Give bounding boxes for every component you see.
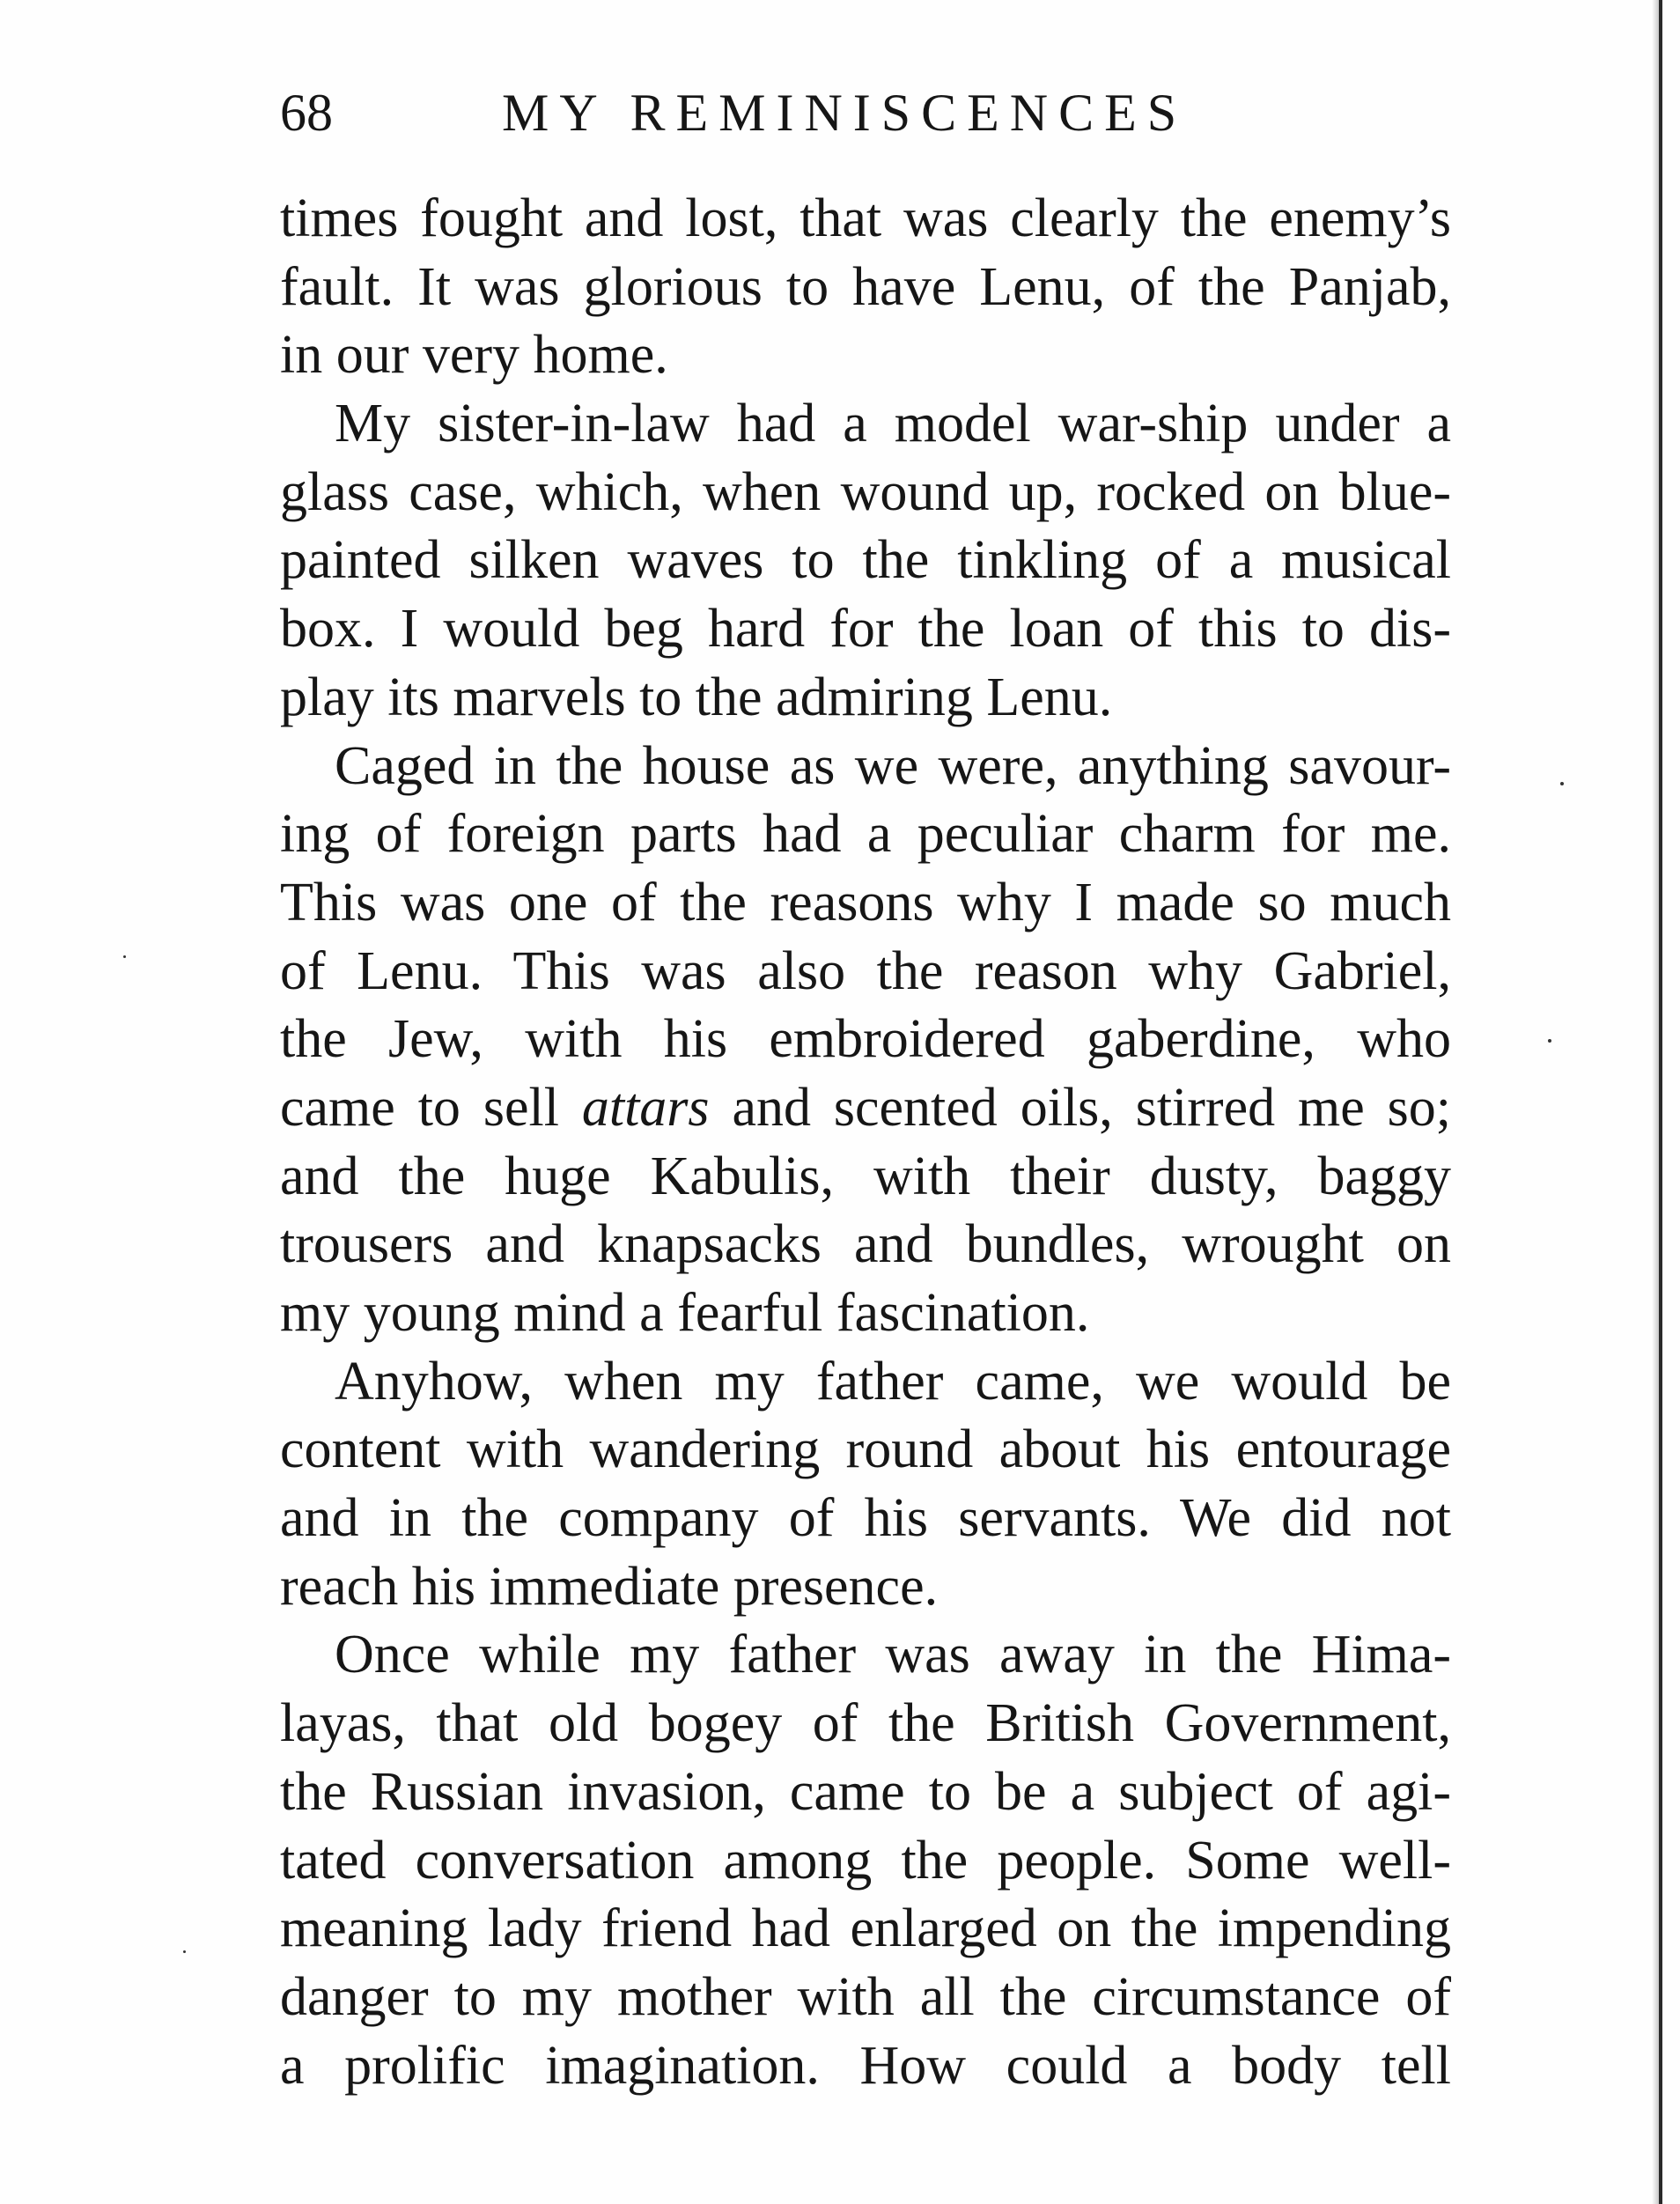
text-line: meaning lady friend had enlarged on the impending: [280, 1898, 1451, 1959]
text-line: layas, that old bogey of the British Government,: [280, 1693, 1451, 1754]
print-speck: [183, 1950, 186, 1953]
text-line: play its marvels to the admiring Lenu.: [280, 667, 1113, 727]
text-line: trousers and knapsacks and bundles, wrought on: [280, 1214, 1451, 1275]
print-speck: [1560, 782, 1564, 785]
print-speck: [123, 955, 126, 958]
text-line: reach his immediate presence.: [280, 1556, 939, 1617]
text-line: fault. It was glorious to have Lenu, of the Panjab,: [280, 256, 1451, 317]
book-spine-edge: [1659, 0, 1662, 2204]
text-line: ing of foreign parts had a peculiar charm for me.: [280, 804, 1451, 865]
text-line: and in the company of his servants. We did not: [280, 1488, 1451, 1549]
text-line: glass case, which, when wound up, rocked on blue-: [280, 461, 1451, 522]
running-title: MY REMINISCENCES: [502, 84, 1188, 142]
italic-word: attars: [581, 1077, 710, 1138]
text-line: the Jew, with his embroidered gaberdine, who: [280, 1009, 1451, 1070]
text-line: tated conversation among the people. Some well-: [280, 1830, 1451, 1891]
text-line: content with wandering round about his entourage: [280, 1419, 1451, 1480]
text-line: a prolific imagination. How could a body tell: [280, 2035, 1451, 2096]
text-line: my young mind a fearful fascination.: [280, 1283, 1090, 1343]
text-line: danger to my mother with all the circumstance of: [280, 1966, 1451, 2027]
text-segment: and scented oils, stirred me so;: [709, 1077, 1452, 1138]
text-line: in our very home.: [280, 325, 668, 386]
text-line: and the huge Kabulis, with their dusty, baggy: [280, 1146, 1451, 1206]
text-line: painted silken waves to the tinkling of a musical: [280, 530, 1451, 591]
text-line: of Lenu. This was also the reason why Gabriel,: [280, 940, 1451, 1001]
text-line: times fought and lost, that was clearly the enemy’s: [280, 188, 1451, 248]
text-line: Caged in the house as we were, anything savour-: [335, 735, 1451, 796]
text-line: This was one of the reasons why I made so much: [280, 872, 1451, 932]
page-header: [280, 77, 1451, 148]
text-line: [280, 1074, 1451, 1143]
text-line: box. I would beg hard for the loan of this to dis-: [280, 599, 1451, 660]
body-text: [280, 185, 1451, 2100]
text-line: Once while my father was away in the Hima-: [335, 1625, 1451, 1685]
text-segment: came to sell: [280, 1077, 582, 1138]
spine-shadow: [1652, 0, 1659, 2204]
text-line: Anyhow, when my father came, we would be: [335, 1351, 1451, 1412]
page-number: 68: [280, 84, 333, 142]
text-line: My sister-in-law had a model war-ship under a: [335, 394, 1451, 454]
text-line: the Russian invasion, came to be a subject of agi-: [280, 1761, 1451, 1822]
print-speck: [1548, 1039, 1551, 1043]
